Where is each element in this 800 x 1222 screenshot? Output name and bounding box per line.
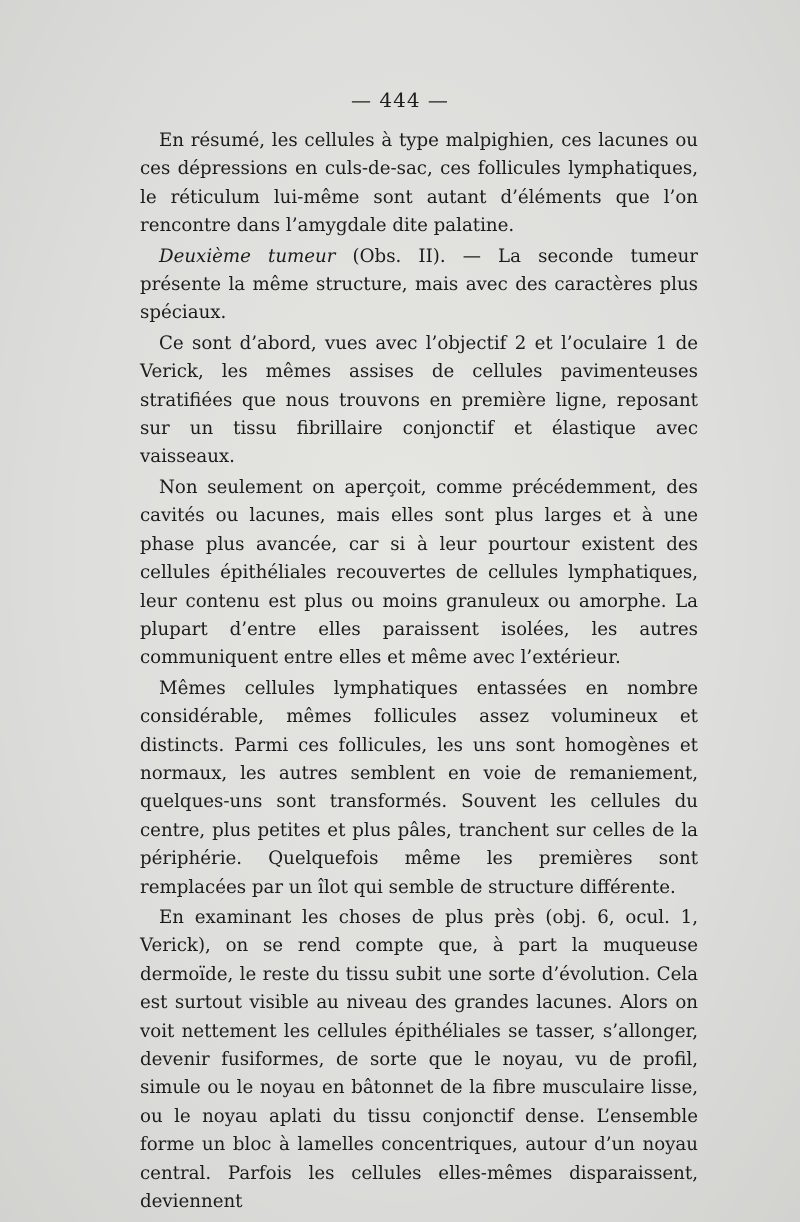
page-number: — 444 — — [351, 88, 449, 112]
paragraph-summary: En résumé, les cellules à type malpighien, ces lacunes ou ces dépressions en culs-de-sac, ces follicules lymphatiques, le réticulum lui-même sont autant d’éléments que l’on rencontre dans l’amygdale dite palatine. — [140, 130, 698, 237]
body-text — [140, 127, 698, 1218]
section-heading-italic: Deuxième tumeur — [159, 245, 336, 267]
paragraph-examination: En examinant les choses de plus près (obj. 6, ocul. 1, Verick), on se rend compte que, à part la muqueuse dermoïde, le reste du tissu subit une sorte d’évolution. Cela est surtout visible au niveau des grandes lacunes. Alors on voit nettement les cellules épithéliales se tasser, s’allonger, devenir fusiformes, de sorte que le noyau, vu de profil, simule ou le noyau en bâtonnet de la fibre musculaire lisse, ou le noyau aplati du tissu conjonctif dense. L’ensemble forme un bloc à lamelles concentriques, autour d’un noyau central. Parfois les cellules elles-mêmes disparaissent, deviennent — [140, 906, 698, 1213]
paragraph-second-tumor — [140, 243, 698, 328]
paragraph-objective: Ce sont d’abord, vues avec l’objectif 2 et l’oculaire 1 de Verick, les mêmes assises de cellules pavimenteuses stratifiées que nous trouvons en première ligne, reposant sur un tissu fibrillaire conjonctif et élastique avec vaisseaux. — [140, 332, 698, 468]
paragraph-cavities: Non seulement on aperçoit, comme précédemment, des cavités ou lacunes, mais elles sont plus larges et à une phase plus avancée, car si à leur pourtour existent des cellules épithéliales recouvertes de cellules lymphatiques, leur contenu est plus ou moins granuleux ou amorphe. La plupart d’entre elles paraissent isolées, les autres communiquent entre elles et même avec l’extérieur. — [140, 476, 698, 669]
paragraph-second-tumor-text: (Obs. II). — La seconde tumeur présente la même structure, mais avec des caractères plus spéciaux. — [140, 245, 698, 324]
paragraph-lymphatic-cells: Mêmes cellules lymphatiques entassées en nombre considérable, mêmes follicules assez volumineux et distincts. Parmi ces follicules, les uns sont homogènes et normaux, les autres semblent en voie de remaniement, quelques-uns sont transformés. Souvent les cellules du centre, plus petites et plus pâles, tranchent sur celles de la périphérie. Quelquefois même les premières sont remplacées par un îlot qui semble de structure différente. — [140, 677, 698, 898]
